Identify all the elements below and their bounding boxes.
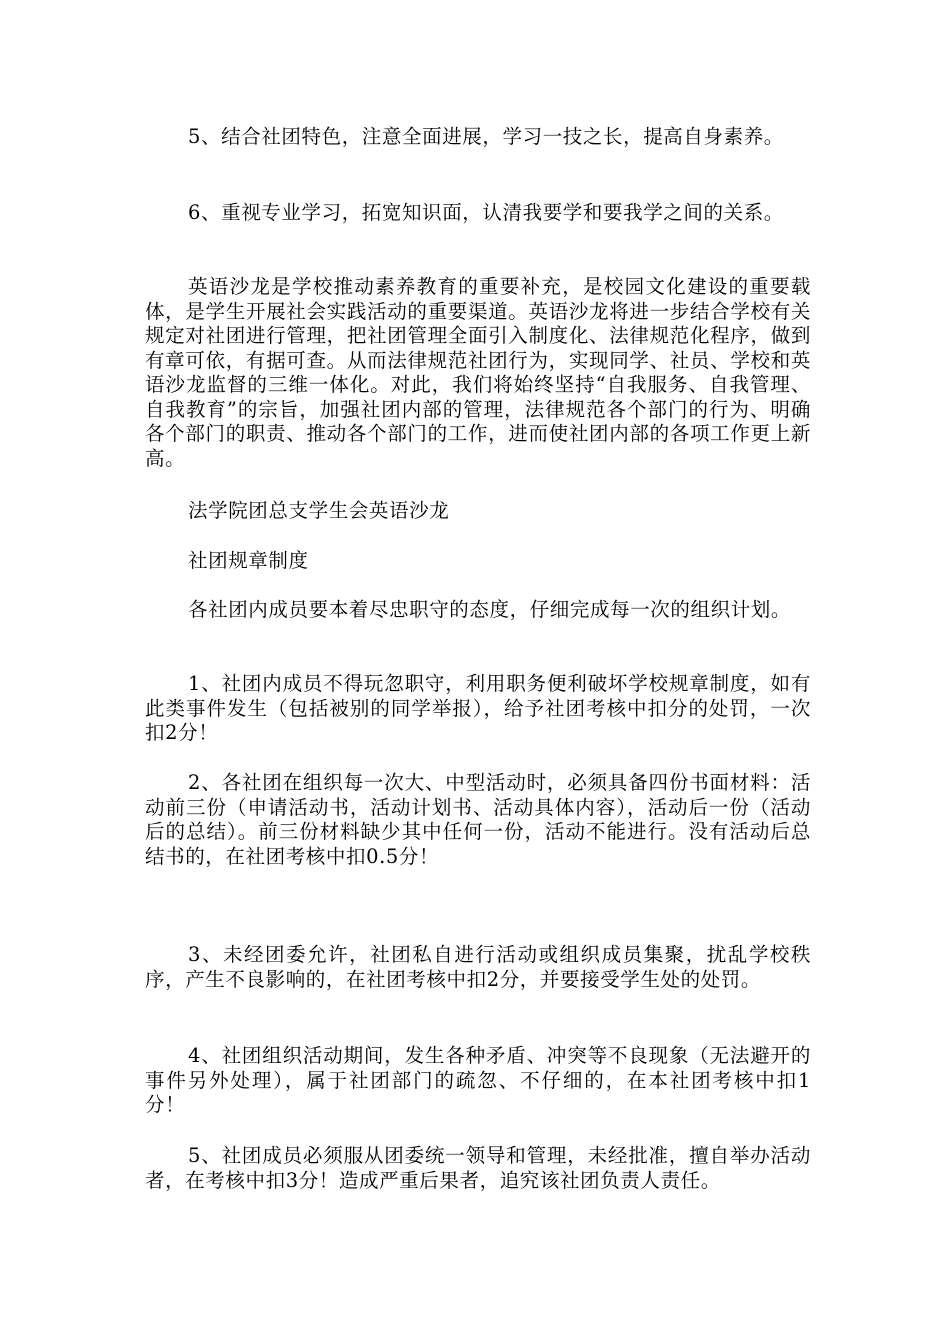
paragraph-rule-3: 3、未经团委允许，社团私自进行活动或组织成员集聚，扰乱学校秩序，产生不良影响的，在社团考核中扣2分，并要接受学生处的处罚。 — [145, 943, 811, 991]
paragraph-rule-5: 5、社团成员必须服从团委统一领导和管理，未经批准，擅自举办活动者，在考核中扣3分！造成严重后果者，追究该社团负责人责任。 — [145, 1144, 811, 1192]
paragraph-item-5-specialty: 5、结合社团特色，注意全面进展，学习一技之长，提高自身素养。 — [188, 125, 784, 148]
paragraph-rule-4: 4、社团组织活动期间，发生各种矛盾、冲突等不良现象（无法避开的事件另外处理），属于社团部门的疏忽、不仔细的，在本社团考核中扣1分！ — [145, 1044, 811, 1116]
paragraph-organization-name: 法学院团总支学生会英语沙龙 — [188, 499, 450, 522]
paragraph-rule-2: 2、各社团在组织每一次大、中型活动时，必须具备四份书面材料：活动前三份（申请活动书，活动计划书、活动具体内容），活动后一份（活动后的总结）。前三份材料缺少其中任何一份，活动不能进行。没有活动后总结书的，在社团考核中扣0.5分！ — [145, 771, 811, 868]
section-title-club-rules: 社团规章制度 — [188, 549, 309, 572]
paragraph-item-6-study: 6、重视专业学习，拓宽知识面，认清我要学和要我学之间的关系。 — [188, 201, 784, 224]
paragraph-rules-preamble: 各社团内成员要本着尽忠职守的态度，仔细完成每一次的组织计划。 — [188, 598, 792, 621]
paragraph-rule-1: 1、社团内成员不得玩忽职守，利用职务便利破坏学校规章制度，如有此类事件发生（包括被别的同学举报），给予社团考核中扣分的处罚，一次扣2分！ — [145, 672, 811, 744]
paragraph-english-salon-intro: 英语沙龙是学校推动素养教育的重要补充，是校园文化建设的重要载体，是学生开展社会实践活动的重要渠道。英语沙龙将进一步结合学校有关规定对社团进行管理，把社团管理全面引入制度化、法律规范化程序，做到有章可依，有据可查。从而法律规范社团行为，实现同学、社员、学校和英语沙龙监督的三维一体化。对此，我们将始终坚持“自我服务、自我管理、自我教育”的宗旨，加强社团内部的管理，法律规范各个部门的行为、明确各个部门的职责、推动各个部门的工作，进而使社团内部的各项工作更上新高。 — [145, 275, 811, 470]
